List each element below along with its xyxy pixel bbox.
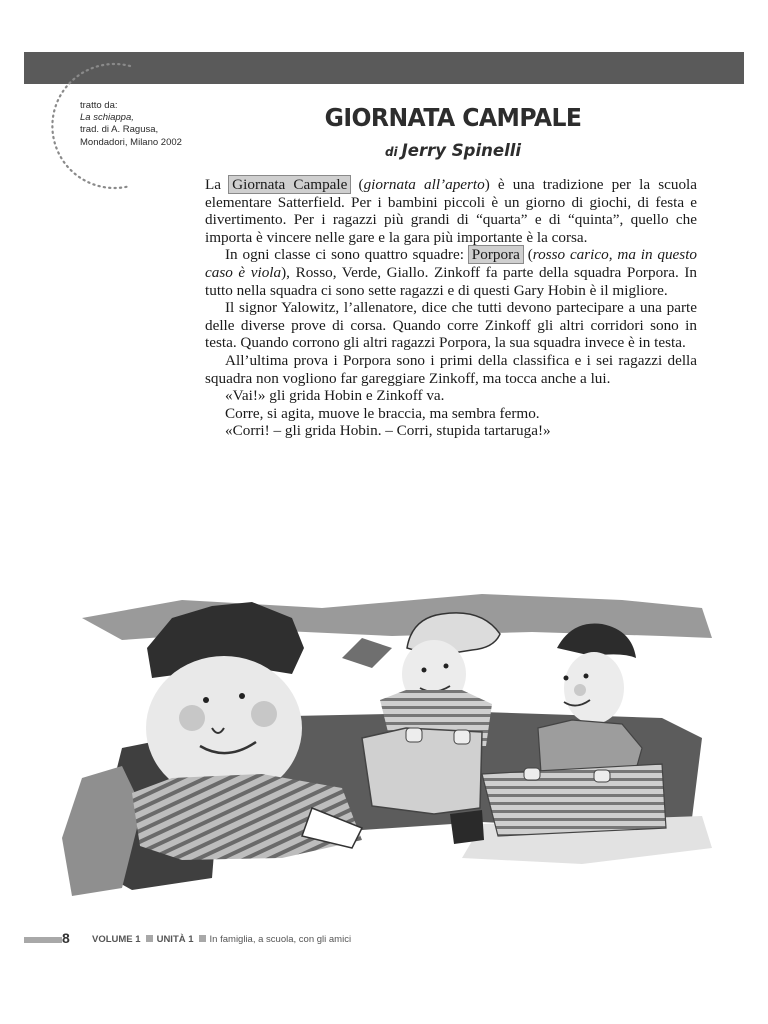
source-credit (80, 100, 240, 149)
byline-prefix: di (384, 145, 398, 159)
paragraph-1 (205, 176, 697, 246)
footer-square (199, 935, 206, 942)
p2-text-c: ), Rosso, Verde, Giallo. Zinkoff fa parte della squadra Porpora. In tutto nella squadra ci sono sette ragazzi e di questi Gary Hobin è il migliore. (205, 263, 697, 299)
page-footer (24, 930, 744, 950)
footer-volume-number: 1 (135, 934, 141, 945)
footer-unit: UNITÀ (156, 934, 186, 945)
page-title: GIORNATA CAMPALE (324, 103, 582, 132)
footer-square (146, 935, 153, 942)
paragraph-6: Corre, si agita, muove le braccia, ma sembra fermo. (225, 404, 540, 422)
source-publisher: Mondadori, Milano 2002 (80, 136, 182, 148)
highlight-giornata-campale: Giornata Campale (229, 176, 350, 193)
footer-unit-number: 1 (188, 934, 194, 945)
story-text (205, 176, 697, 440)
p2-italic-gloss: rosso carico, ma in questo caso è viola (205, 246, 698, 281)
p1-text-a: La (205, 176, 222, 193)
source-label: tratto da: (80, 100, 118, 111)
page-number: 8 (62, 930, 70, 946)
p1-text-b: ( (358, 176, 364, 193)
paragraph-4: All’ultima prova i Porpora sono i primi della classifica e i sei ragazzi della squadra non vogliono far gareggiare Zinkoff, ma tocca anche a lui. (205, 351, 697, 387)
source-work: La schiappa, (80, 112, 134, 124)
p2-text-a: In ogni classe ci sono quattro squadre: (225, 246, 464, 264)
p1-italic-gloss: giornata all’aperto (363, 176, 485, 193)
p1-text-c: ) è una tradizione per la scuola elementare Satterfield. Per i bambini piccoli è un giorno di giochi, di festa e divertimento. Per i ragazzi più grandi di “quarta” e di “quinta”, quello che importa è vincere nelle gare e la gara più importante è la corsa. (205, 176, 698, 246)
author-name: Jerry Spinelli (401, 141, 522, 160)
paragraph-7: «Corri! – gli grida Hobin. – Corri, stupida tartaruga!» (225, 422, 551, 440)
paragraph-5: «Vai!» gli grida Hobin e Zinkoff va. (225, 387, 445, 405)
source-translator: trad. di A. Ragusa, (80, 124, 159, 136)
p2-text-b: ( (527, 246, 533, 264)
highlight-porpora: Porpora (469, 246, 523, 263)
paragraph-2 (205, 246, 697, 299)
children-running-illustration (62, 578, 722, 908)
footer-section: In famiglia, a scuola, con gli amici (209, 934, 352, 945)
byline (300, 141, 606, 160)
footer-breadcrumb (92, 934, 351, 945)
footer-volume: VOLUME (92, 934, 133, 945)
paragraph-3: Il signor Yalowitz, l’allenatore, dice che tutti devono partecipare a una parte delle diverse prove di corsa. Quando corre Zinkoff gli altri corridori sono in testa. Quando corrono gli altri ragazzi Porpora, la sua squadra invece è in testa. (205, 299, 697, 352)
footer-bar (24, 937, 62, 943)
